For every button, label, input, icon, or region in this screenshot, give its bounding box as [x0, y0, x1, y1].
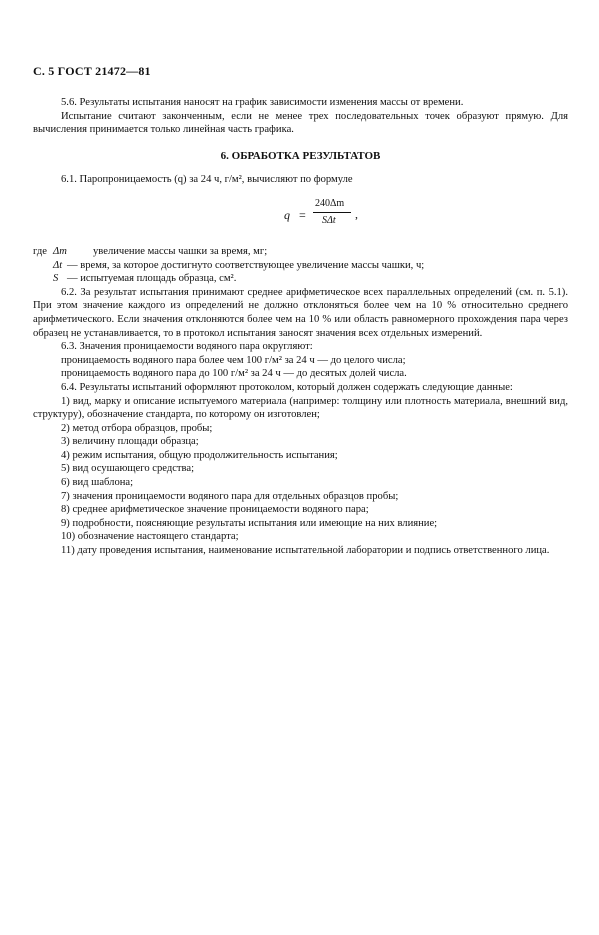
paragraph-6-4: 6.4. Результаты испытаний оформляют протоколом, который должен содержать следующие данные: [61, 381, 513, 393]
paragraph-5-6-b: Испытание считают законченным, если не менее трех последовательных точек образуют прямую. Для вычисления принимается только линейная часть графика. [33, 110, 568, 136]
document-body [33, 96, 568, 558]
definition-text: — испытуемая площадь образца, см². [67, 273, 237, 285]
definition-text: — время, за которое достигнуто соответствующее увеличение массы чашки, ч; [67, 259, 425, 271]
rounding-rule-1: проницаемость водяного пара более чем 100 г/м² за 24 ч — до целого числа; [61, 354, 406, 366]
definition-text: увеличение массы чашки за время, мг; [93, 245, 268, 257]
section-title: 6. ОБРАБОТКА РЕЗУЛЬТАТОВ [220, 149, 381, 162]
list-item: 10) обозначение настоящего стандарта; [61, 531, 239, 543]
list-item: 2) метод отбора образцов, пробы; [61, 422, 213, 434]
list-item: 5) вид осушающего средства; [61, 463, 195, 475]
formula-equals: = [299, 207, 306, 222]
definition-prefix [33, 259, 53, 273]
list-item: 1) вид, марку и описание испытуемого материала (например: толщину или плотность материала, внешний вид, структуру), обозначение стандарта, по которому он изготовлен; [33, 395, 568, 421]
definition-row [33, 259, 568, 273]
definition-prefix [33, 272, 53, 286]
definition-symbol: Δm [53, 245, 67, 257]
definition-row [33, 272, 568, 286]
list-item: 7) значения проницаемости водяного пара для отдельных образцов пробы; [61, 490, 399, 502]
formula-denominator: SΔt [322, 214, 336, 226]
paragraph-6-1: 6.1. Паропроницаемость (q) за 24 ч, г/м², вычисляют по формуле [61, 174, 353, 186]
list-item: 4) режим испытания, общую продолжительность испытания; [61, 449, 338, 461]
paragraph-6-2: 6.2. За результат испытания принимают среднее арифметическое всех параллельных определений (см. п. 5.1). При этом значение каждого из определений не должно отклоняться более чем на 10 % относительно среднего арифметического. Если значения отклоняются более чем на 10 % или область равномерного прохождения пара через образец не устанавливается, то в протокол испытания заносят значения всех отдельных измерений. [33, 286, 568, 339]
definitions [33, 245, 568, 286]
definition-prefix: где [33, 245, 47, 257]
definition-symbol: S [53, 273, 59, 285]
list-item: 9) подробности, поясняющие результаты испытания или имеющие на них влияние; [61, 517, 438, 529]
page-header: С. 5 ГОСТ 21472—81 [33, 64, 151, 78]
paragraph-6-3: 6.3. Значения проницаемости водяного пара округляют: [61, 341, 313, 353]
rounding-rule-2: проницаемость водяного пара до 100 г/м² за 24 ч — до десятых долей числа. [61, 368, 407, 380]
formula-lhs: q [284, 207, 290, 222]
list-item: 3) величину площади образца; [61, 436, 199, 448]
formula-comma: , [355, 206, 358, 221]
definition-symbol: Δt [53, 259, 63, 271]
definition-row [33, 245, 568, 259]
formula-fraction-bar [313, 212, 351, 213]
paragraph-5-6-a: 5.6. Результаты испытания наносят на график зависимости изменения массы от времени. [61, 97, 464, 108]
formula [33, 191, 568, 243]
list-item: 11) дату проведения испытания, наименование испытательной лаборатории и подпись ответственного лица. [61, 545, 550, 557]
list-item: 8) среднее арифметическое значение проницаемости водяного пара; [61, 504, 369, 516]
formula-numerator: 240Δm [315, 197, 345, 209]
list-item: 6) вид шаблона; [61, 477, 134, 489]
